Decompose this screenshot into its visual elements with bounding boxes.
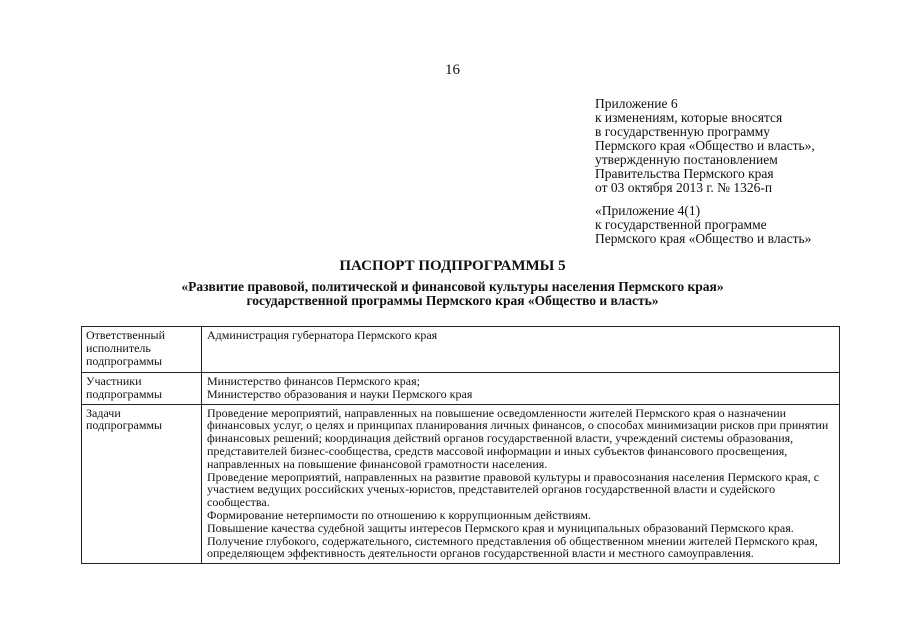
page-number: 16 [445, 62, 460, 78]
row-value-responsible [202, 327, 840, 373]
value-paragraph: Министерство финансов Пермского края; [207, 374, 420, 388]
value-paragraph: Проведение мероприятий, направленных на повышение осведомленности жителей Пермского края о назначении финансовых услуг, о целях и принципах планирования личных финансов, о способах минимизации рисков при принятии финансовых решений; координация действий органов государственной власти, учреждений системы образования, представителей бизнес-сообщества, средств массовой информации и иных субъектов финансового просвещения, направленных на повышение финансовой грамотности населения. [207, 405, 829, 471]
row-label-tasks: Задачи подпрограммы [82, 404, 202, 564]
value-paragraph: Повышение качества судебной защиты интересов Пермского края и муниципальных образований Пермского края. [207, 520, 794, 535]
value-paragraph: Формирование нетерпимости по отношению к коррупционным действиям. [207, 507, 591, 522]
value-paragraph: Министерство образования и науки Пермского края [207, 386, 473, 401]
row-label-participants: Участники подпрограммы [82, 373, 202, 405]
row-value-tasks [202, 404, 840, 564]
table-row-responsible [82, 327, 840, 373]
passport-table [81, 326, 840, 564]
table-row-tasks [82, 404, 840, 564]
document-subtitle: «Развитие правовой, политической и финансовой культуры населения Пермского края» государственной программы Пермского края «Общество и власть» [181, 279, 724, 308]
value-paragraph: Администрация губернатора Пермского края [207, 328, 438, 342]
row-value-participants [202, 373, 840, 405]
appendix-reference: «Приложение 4(1) к государственной программе Пермского края «Общество и власть» [595, 203, 812, 246]
appendix-note: Приложение 6 к изменениям, которые вносятся в государственную программу Пермского края «Общество и власть», утвержденную постановлением Правительства Пермского края от 03 октября 2013 г. № 1326-п [595, 96, 815, 195]
value-paragraph: Проведение мероприятий, направленных на развитие правовой культуры и правосознания населения Пермского края, с участием ведущих российских ученых-юристов, представителей органов государственной власти и судейского сообщества. [207, 469, 820, 510]
row-label-responsible: Ответственный исполнитель подпрограммы [82, 327, 202, 373]
document-title: ПАСПОРТ ПОДПРОГРАММЫ 5 [339, 258, 566, 274]
value-paragraph: Получение глубокого, содержательного, системного представления об общественном мнении жителей Пермского края, определяющем эффективность деятельности органов государственной власти и местного самоуправления. [207, 533, 818, 561]
table-row-participants [82, 373, 840, 405]
